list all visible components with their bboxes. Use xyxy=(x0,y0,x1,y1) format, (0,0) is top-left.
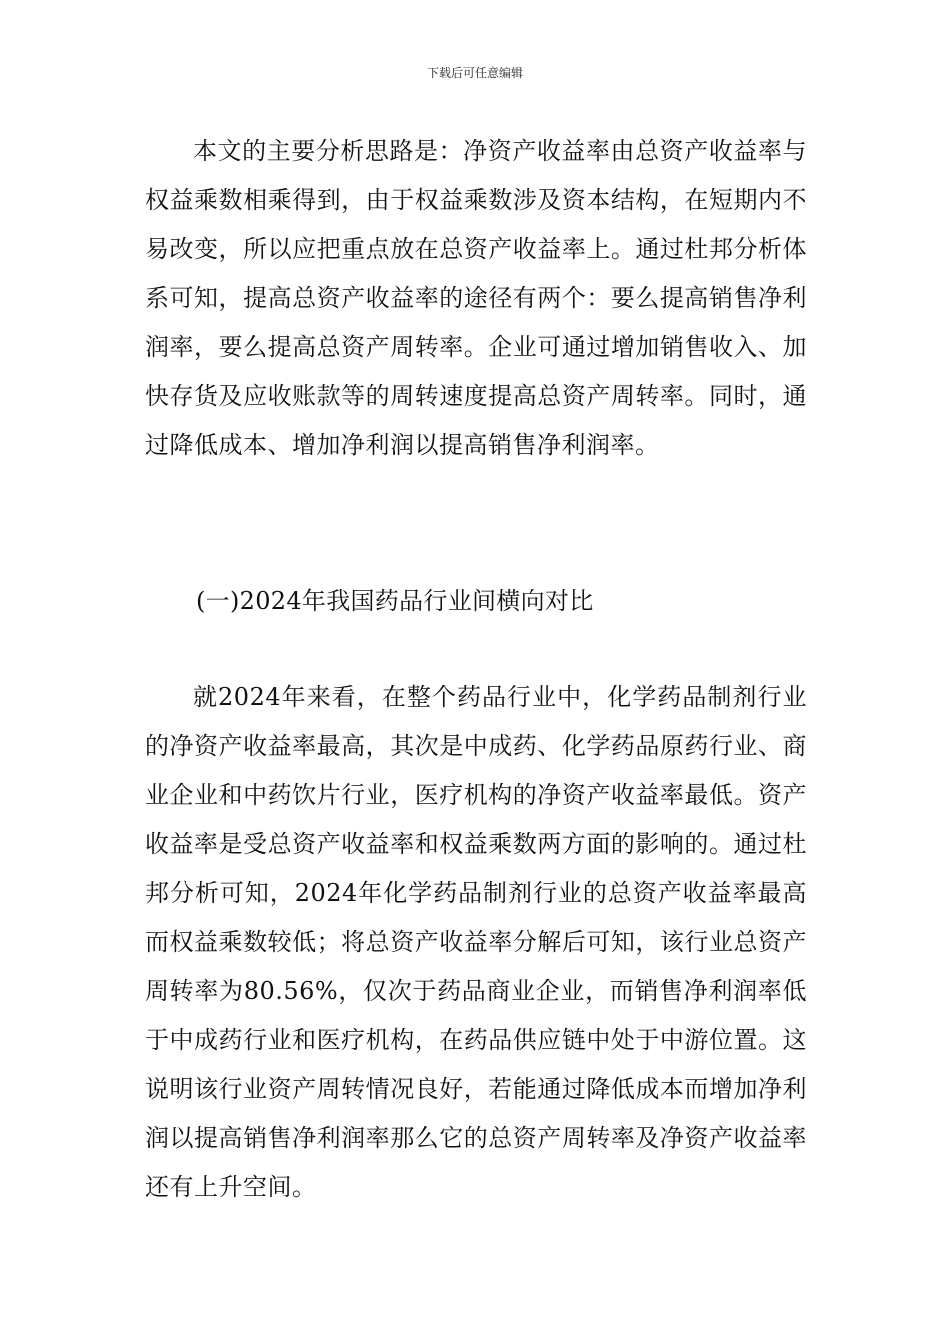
page-header: 下载后可任意编辑 xyxy=(426,66,523,80)
section-heading: (一)2024年我国药品行业间横向对比 xyxy=(196,587,594,615)
paragraph-analysis-approach: 本文的主要分析思路是：净资产收益率由总资产收益率与权益乘数相乘得到，由于权益乘数涉及资本结构，在短期内不易改变，所以应把重点放在总资产收益率上。通过杜邦分析体系可知，提高总资产收益率的途径有两个：要么提高销售净利润率，要么提高总资产周转率。企业可通过增加销售收入、加快存货及应收账款等的周转速度提高总资产周转率。同时，通过降低成本、增加净利润以提高销售净利润率。 xyxy=(145,137,807,459)
paragraph-industry-comparison: 就2024年来看，在整个药品行业中，化学药品制剂行业的净资产收益率最高，其次是中成药、化学药品原药行业、商业企业和中药饮片行业，医疗机构的净资产收益率最低。资产收益率是受总资产收益率和权益乘数两方面的影响的。通过杜邦分析可知，2024年化学药品制剂行业的总资产收益率最高而权益乘数较低；将总资产收益率分解后可知，该行业总资产周转率为80.56%，仅次于药品商业企业，而销售净利润率低于中成药行业和医疗机构，在药品供应链中处于中游位置。这说明该行业资产周转情况良好，若能通过降低成本而增加净利润以提高销售净利润率那么它的总资产周转率及净资产收益率还有上升空间。 xyxy=(145,683,807,1201)
